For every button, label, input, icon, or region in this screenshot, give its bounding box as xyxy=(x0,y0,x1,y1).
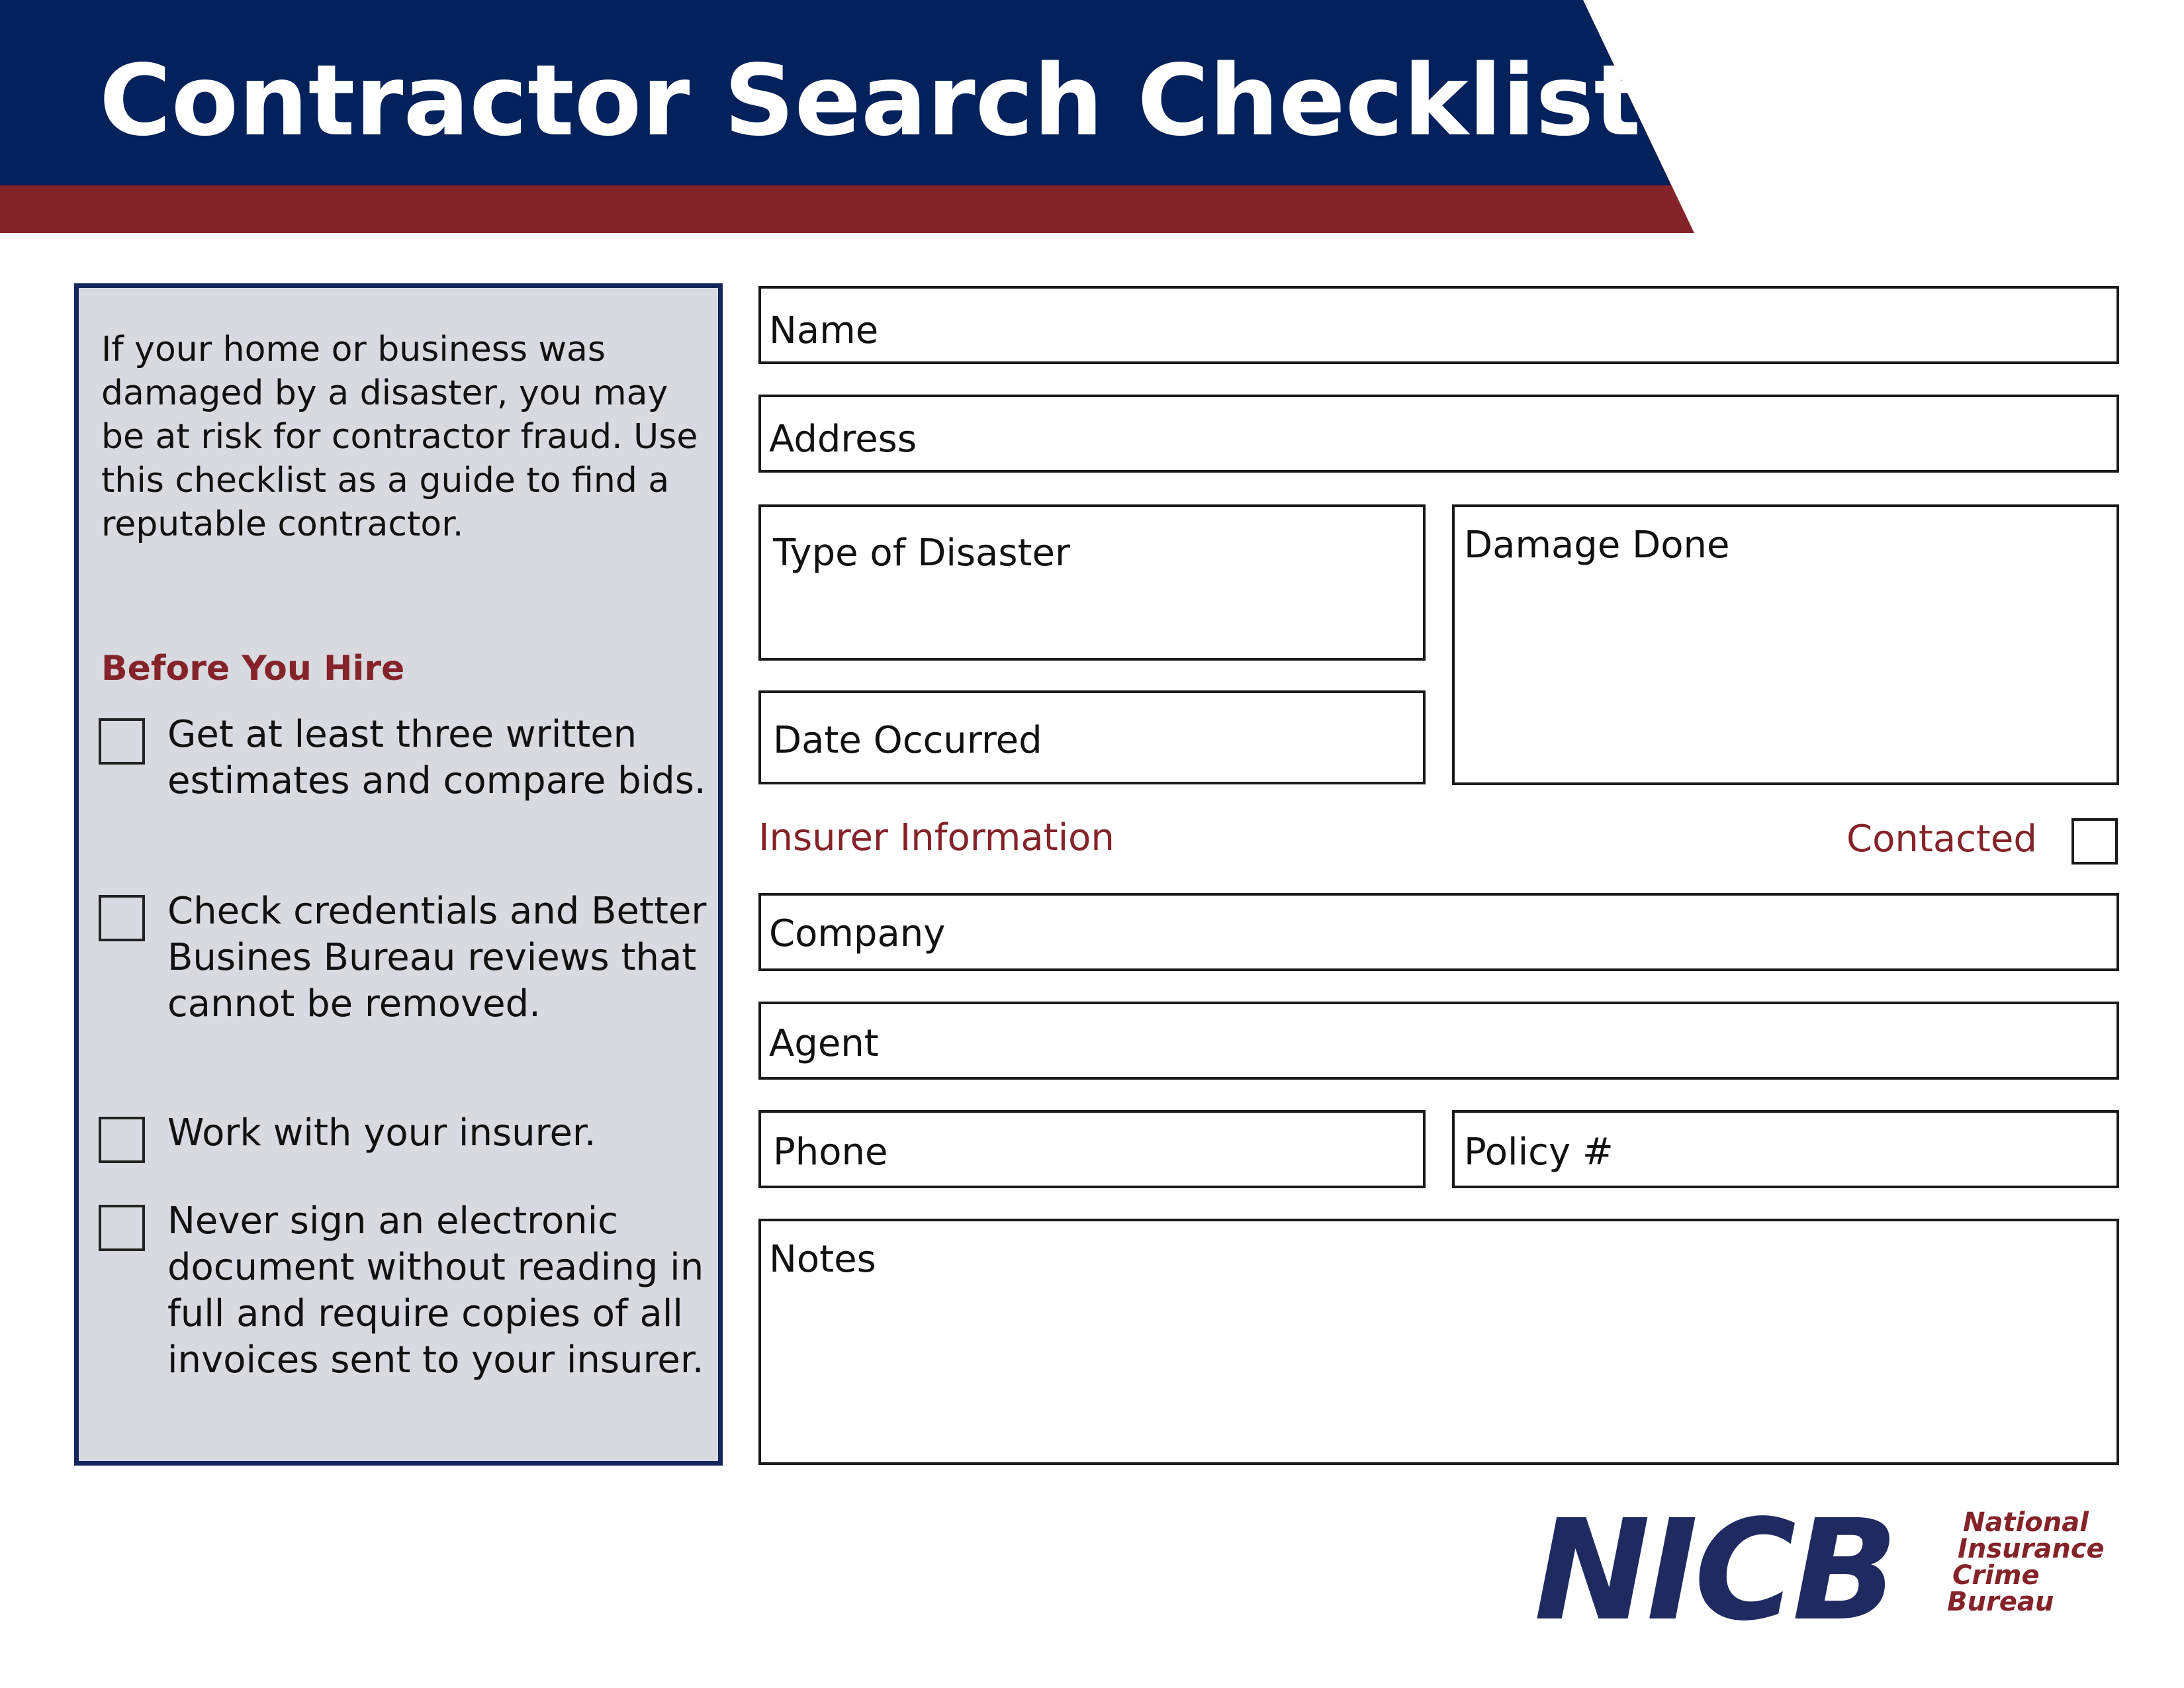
notes-label: Notes xyxy=(769,1238,876,1281)
checkbox[interactable] xyxy=(99,1117,145,1163)
before-you-hire-heading: Before You Hire xyxy=(101,649,405,688)
page-title: Contractor Search Checklist xyxy=(99,44,1641,158)
policy-number-field[interactable] xyxy=(1452,1110,2119,1188)
name-field[interactable] xyxy=(758,286,2119,364)
logo-line-insurance: Insurance xyxy=(1958,1534,2105,1564)
nicb-logo-text xyxy=(1946,1509,2118,1628)
policy-number-label: Policy # xyxy=(1464,1131,1614,1174)
agent-label: Agent xyxy=(769,1022,879,1065)
contacted-checkbox[interactable] xyxy=(2071,818,2118,865)
address-field[interactable] xyxy=(758,395,2119,473)
agent-field[interactable] xyxy=(758,1002,2119,1080)
checklist-item-text: Never sign an electronic document without reading in full and require copies of all invoices sent to your insurer. xyxy=(167,1199,704,1382)
disaster-type-field[interactable] xyxy=(758,504,1426,661)
logo-line-crime: Crime xyxy=(1952,1560,2040,1591)
insurer-information-heading: Insurer Information xyxy=(758,816,1115,859)
checkbox[interactable] xyxy=(99,718,145,765)
address-label: Address xyxy=(769,418,917,461)
checklist-sidebar xyxy=(74,283,723,1466)
checklist-item-text: Check credentials and Better Busines Bureau reviews that cannot be removed. xyxy=(167,890,707,1025)
disaster-type-label: Type of Disaster xyxy=(773,532,1070,575)
checkbox[interactable] xyxy=(99,895,145,941)
phone-label: Phone xyxy=(773,1131,888,1174)
name-label: Name xyxy=(769,309,879,352)
date-occurred-label: Date Occurred xyxy=(773,719,1042,762)
company-field[interactable] xyxy=(758,893,2119,971)
checklist-item-text: Work with your insurer. xyxy=(167,1111,596,1154)
notes-field[interactable] xyxy=(758,1219,2119,1465)
checklist-item-text: Get at least three written estimates and compare bids. xyxy=(167,713,706,802)
contacted-label: Contacted xyxy=(1846,818,2037,861)
phone-field[interactable] xyxy=(758,1110,1426,1188)
logo-line-national: National xyxy=(1963,1507,2089,1538)
date-occurred-field[interactable] xyxy=(758,690,1426,784)
logo-line-bureau: Bureau xyxy=(1947,1587,2054,1617)
checkbox[interactable] xyxy=(99,1205,145,1251)
damage-done-label: Damage Done xyxy=(1464,524,1730,567)
nicb-logo: NICB xyxy=(1534,1489,1895,1652)
intro-text: If your home or business was damaged by a disaster, you may be at risk for contractor fraud. Use this checklist as a guide to find a reputable contractor. xyxy=(101,330,698,544)
damage-done-field[interactable] xyxy=(1452,504,2119,785)
company-label: Company xyxy=(769,912,946,955)
